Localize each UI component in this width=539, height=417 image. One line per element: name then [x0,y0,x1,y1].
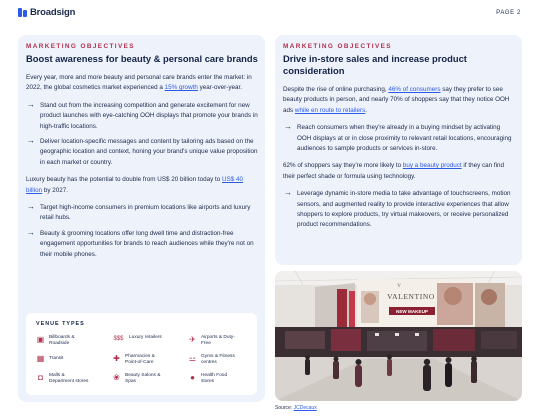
arrow-right-icon: → [284,122,292,132]
right-objective-card [275,35,522,265]
left-eyebrow: MARKETING OBJECTIVES [26,43,135,50]
store-photo [275,271,522,401]
airplane-icon: ✈ [189,335,196,344]
beauty-product-link[interactable]: buy a beauty product [402,162,462,170]
right-bullet [283,123,515,154]
venue-airports [188,335,241,346]
right-bullets-2 [283,189,515,231]
venue-types-panel [26,313,257,395]
right-p1-mid: say they prefer to see beauty products in person, and nearly 70% of shoppers say that they notice OOH ads [283,86,510,114]
arrow-right-icon: → [27,202,35,212]
apple-icon: ● [190,373,195,382]
venue-label: Transit [49,356,64,361]
left-objective-card [18,35,265,402]
top-bar [0,0,539,28]
left-intro-text: Every year, more and more beauty and personal care brands enter the market: in 2022, the global cosmetics market experienced a [26,74,252,92]
left-bullet [26,137,259,168]
billboard-brand: VALENTINO [387,292,435,301]
venue-malls [36,373,89,384]
left-bullet [26,101,259,132]
venue-luxury [112,335,169,344]
left-bullets-2 [26,203,259,260]
luxury-text-end: by 2027. [42,186,69,194]
arrow-right-icon: → [27,136,35,146]
source-label: Source: [275,405,294,411]
venue-types-title: VENUE TYPES [36,321,85,327]
venue-label: Beauty Salons & Spas [125,373,161,384]
left-bullet-text: Deliver location-specific messages and content by tailoring ads based on the geographic location and context, honing your brand's unique value proposition in each market or country. [40,138,258,166]
arrow-right-icon: → [27,99,35,109]
left-bullet-text: Stand out from the increasing competition and generate excitement for new product launches with eye-catching OOH displays that promote your brands in high-traffic locations. [40,101,258,130]
billboard-icon: ▣ [36,335,45,344]
billboard-monogram: V [397,284,401,289]
venue-health-food [188,373,241,384]
left-bullet [26,229,259,260]
venue-transit [36,354,89,363]
right-paragraph-1 [283,85,515,116]
right-title: Drive in-store sales and increase product consideration [283,53,467,76]
left-bullet-text: Beauty & grooming locations offer long dwell time and distraction-free engagement opportunities for brands to reach audiences while they're not on their mobile phones. [40,229,254,258]
right-p2-end: if they can find their perfect shade or formula using technology. [283,162,505,180]
airport-store-illustration [275,271,522,401]
pharmacy-icon: ✚ [113,354,120,363]
venue-label: Pharmacies & Point-of-Care [125,354,155,365]
right-bullet-text: Leverage dynamic in-store media to take advantage of touchscreens, motion sensors, and augmented reality to provide interactive experiences that allow shoppers to explore products, try virtual makeovers, or receive personalized product recommendations. [297,190,511,229]
growth-link[interactable]: 15% growth [164,84,198,92]
venue-label: Airports & Duty-Free [201,335,235,346]
arrow-right-icon: → [27,227,35,237]
venue-pharmacies [112,354,165,365]
right-p2-text: 62% of shoppers say they're more likely to [283,162,403,170]
left-bullets-1 [26,101,259,168]
luxury-link[interactable]: US$ 40 billion [26,176,244,194]
left-bullet-text: Target high-income consumers in premium locations like airports and luxury retail hubs. [40,204,251,222]
broadsign-logo-icon [18,8,27,17]
red-panel-left [337,289,347,329]
right-p1-end: . [365,106,368,114]
right-paragraph-2 [283,161,515,182]
venue-label: Luxury retailers [129,335,162,340]
right-bullet [283,189,515,231]
venue-gyms [188,354,241,365]
venue-label: Billboards & Roadside [49,335,75,346]
venue-label: Malls & Department stores [49,373,89,384]
right-bullets-1 [283,123,515,154]
venue-salons [112,373,165,384]
lotus-icon: ❀ [113,373,120,382]
source-link[interactable]: JCDecaux [293,405,317,411]
venue-label: Gyms & Fitness centres [201,354,235,365]
left-intro-end: year-over-year. [197,84,242,92]
bus-icon: ▦ [36,354,45,363]
billboard-subtitle: NEW MAKEUP [396,309,428,314]
dumbbell-icon: ⚍ [188,354,197,363]
shopping-bag-icon: ◘ [38,373,43,382]
luxury-text: Luxury beauty has the potential to double from US$ 20 billion today to [26,176,223,184]
left-intro [26,73,259,94]
page-number: PAGE 2 [496,10,521,16]
right-bullet-text: Reach consumers when they're already in a buying mindset by activating OOH displays at or in close proximity to relevant retail locations, encouraging audiences to sample products or services in-store. [297,124,512,153]
left-bullet [26,203,259,224]
right-eyebrow: MARKETING OBJECTIVES [283,43,392,50]
photo-source [275,405,317,411]
consumers-link[interactable]: 46% of consumers [388,86,441,93]
venue-label: Health Food stores [201,373,228,384]
brand-logo[interactable] [18,7,75,18]
arrow-right-icon: → [284,188,292,198]
dollar-icon: $$$ [113,336,124,342]
left-title: Boost awareness for beauty & personal care brands [26,53,258,64]
venue-billboards [36,335,89,346]
right-p1-text: Despite the rise of online purchasing, [283,86,389,93]
brand-name: Broadsign [30,7,76,18]
retailers-link[interactable]: while en route to retailers [294,106,366,114]
luxury-paragraph [26,175,259,196]
